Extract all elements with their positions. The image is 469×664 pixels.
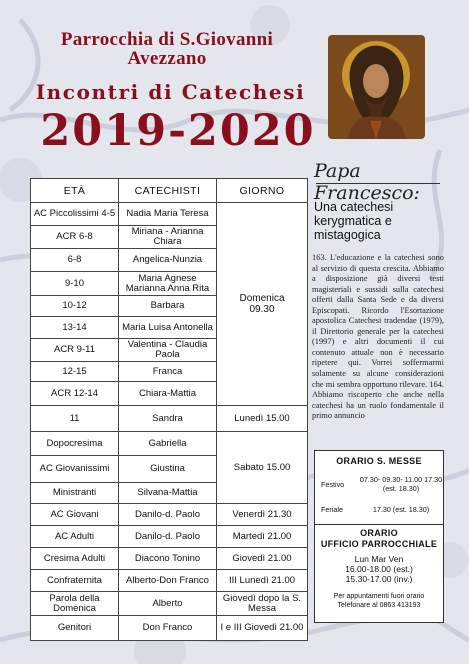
cell-catechisti: Nadia Maria Teresa bbox=[119, 203, 217, 226]
office-note-appointments: Per appuntamenti fuori orario bbox=[333, 593, 425, 600]
cell-giorno: Martedì 21.00 bbox=[217, 526, 308, 548]
header-catechisti: CATECHISTI bbox=[119, 179, 217, 203]
cell-eta: 11 bbox=[31, 406, 119, 432]
table-header-row bbox=[31, 179, 308, 203]
office-title-line-1: ORARIO bbox=[360, 528, 398, 538]
festivo-label: Festivo bbox=[321, 479, 345, 489]
cell-giorno: Lunedì 15.00 bbox=[217, 406, 308, 432]
cell-eta: 6-8 bbox=[31, 249, 119, 272]
cell-eta: Confraternita bbox=[31, 570, 119, 592]
article-author: Papa Francesco: bbox=[314, 160, 420, 204]
cell-catechisti: Angelica-Nunzia bbox=[119, 249, 217, 272]
cell-catechisti: Barbara bbox=[119, 296, 217, 317]
cell-giorno: Giovedì dopo la S. Messa bbox=[217, 592, 308, 616]
cell-eta: Cresima Adulti bbox=[31, 548, 119, 570]
festivo-value: 07.30- 09.30- 11.00 17.30 (est. 18.30) bbox=[359, 475, 443, 493]
office-days: Lun Mar Ven bbox=[354, 554, 404, 564]
cell-giorno: III Lunedì 21.00 bbox=[217, 570, 308, 592]
office-title bbox=[315, 525, 443, 550]
cell-eta: 10-12 bbox=[31, 296, 119, 317]
header-giorno: GIORNO bbox=[217, 179, 308, 203]
article-title: Una catechesi kerygmatica e mistagogica bbox=[314, 200, 394, 242]
feriale-label: Feriale bbox=[321, 504, 343, 514]
table-row bbox=[31, 616, 308, 641]
cell-catechisti: Danilo-d. Paolo bbox=[119, 504, 217, 526]
table-row bbox=[31, 406, 308, 432]
cell-catechisti: Danilo-d. Paolo bbox=[119, 526, 217, 548]
cell-eta: AC Giovanissimi bbox=[31, 456, 119, 483]
cell-eta: ACR 6-8 bbox=[31, 226, 119, 249]
cell-eta: Ministranti bbox=[31, 483, 119, 504]
office-phone: Telefonare al 0863 413193 bbox=[337, 602, 421, 609]
festivo-row bbox=[315, 473, 443, 495]
cell-eta: AC Piccolissimi 4-5 bbox=[31, 203, 119, 226]
town-name: Avezzano bbox=[127, 48, 207, 69]
cell-catechisti: Alberto bbox=[119, 592, 217, 616]
cell-giorno-sabato: Sabato 15.00 bbox=[217, 432, 308, 504]
cell-catechisti: Franca bbox=[119, 362, 217, 382]
feriale-row bbox=[315, 499, 443, 519]
table-row bbox=[31, 548, 308, 570]
table-row bbox=[31, 504, 308, 526]
cell-eta: ACR 12-14 bbox=[31, 382, 119, 406]
cell-catechisti: Giustina bbox=[119, 456, 217, 483]
cell-catechisti: Gabriella bbox=[119, 432, 217, 456]
office-hours-winter: 15.30-17.00 (inv.) bbox=[345, 574, 413, 584]
years-title: 2019-2020 bbox=[40, 106, 316, 156]
parish-office-box bbox=[314, 524, 444, 623]
cell-eta: Dopocresima bbox=[31, 432, 119, 456]
cell-giorno: Giovedì 21.00 bbox=[217, 548, 308, 570]
header-eta: ETÀ bbox=[31, 179, 119, 203]
table-row bbox=[31, 592, 308, 616]
cell-eta: AC Giovani bbox=[31, 504, 119, 526]
cell-giorno: Venerdì 21.30 bbox=[217, 504, 308, 526]
cell-catechisti: Silvana-Mattia bbox=[119, 483, 217, 504]
cell-eta: Parola della Domenica bbox=[31, 592, 119, 616]
cell-catechisti: Chiara-Mattia bbox=[119, 382, 217, 406]
mass-times-box bbox=[314, 450, 444, 527]
cell-catechisti: Alberto-Don Franco bbox=[119, 570, 217, 592]
cell-catechisti: Valentina - Claudia Paola bbox=[119, 339, 217, 362]
table-row bbox=[31, 570, 308, 592]
cell-eta: 13-14 bbox=[31, 317, 119, 339]
cell-catechisti: Miriana - Arianna Chiara bbox=[119, 226, 217, 249]
john-the-baptist-icon bbox=[328, 35, 425, 139]
table-row bbox=[31, 526, 308, 548]
mass-times-title: ORARIO S. MESSE bbox=[336, 456, 422, 466]
cell-catechisti: Diacono Tonino bbox=[119, 548, 217, 570]
cell-eta: ACR 9-11 bbox=[31, 339, 119, 362]
office-title-line-2: UFFICIO PARROCCHIALE bbox=[320, 539, 438, 549]
cell-eta: AC Adulti bbox=[31, 526, 119, 548]
table-row bbox=[31, 203, 308, 226]
cell-eta: 12-15 bbox=[31, 362, 119, 382]
cell-catechisti: Maria Agnese Marianna Anna Rita bbox=[119, 272, 217, 296]
cell-catechisti: Maria Luisa Antonella bbox=[119, 317, 217, 339]
parish-name: Parrocchia di S.Giovanni bbox=[60, 29, 274, 50]
feriale-value: 17.30 (est. 18.30) bbox=[372, 504, 430, 514]
cell-catechisti: Sandra bbox=[119, 406, 217, 432]
catechesis-schedule-table bbox=[30, 178, 308, 641]
cell-eta: 9-10 bbox=[31, 272, 119, 296]
cell-giorno-domenica: Domenica 09.30 bbox=[217, 203, 308, 406]
author-underline bbox=[316, 183, 440, 184]
cell-giorno: I e III Giovedì 21.00 bbox=[217, 616, 308, 641]
cell-eta: Genitori bbox=[31, 616, 119, 641]
parish-header bbox=[22, 30, 312, 68]
event-title: Incontri di Catechesi bbox=[35, 80, 306, 104]
table-row bbox=[31, 432, 308, 456]
cell-catechisti: Don Franco bbox=[119, 616, 217, 641]
article-body: 163. L'educazione e la catechesi sono al servizio di questa crescita. Abbiamo a disposizione già diversi testi magisteriali e sussidi sulla catechesi offerti dalla Santa Sede e da diversi Episcopati. Ricordo l'Esortazione apostolica Catechesi tradendae (1979), il Direttorio generale per la catechesi (1997) e altri documenti il cui contenuto attuale non è necessario ripetere qui. Vorrei soffermarmi solamente su alcune considerazioni che mi sembra opportuno rilevare. 164. Abbiamo riscoperto che anche nella catechesi ha un ruolo fondamentale il primo annuncio bbox=[312, 253, 444, 421]
office-hours-summer: 16.00-18.00 (est.) bbox=[345, 564, 413, 574]
